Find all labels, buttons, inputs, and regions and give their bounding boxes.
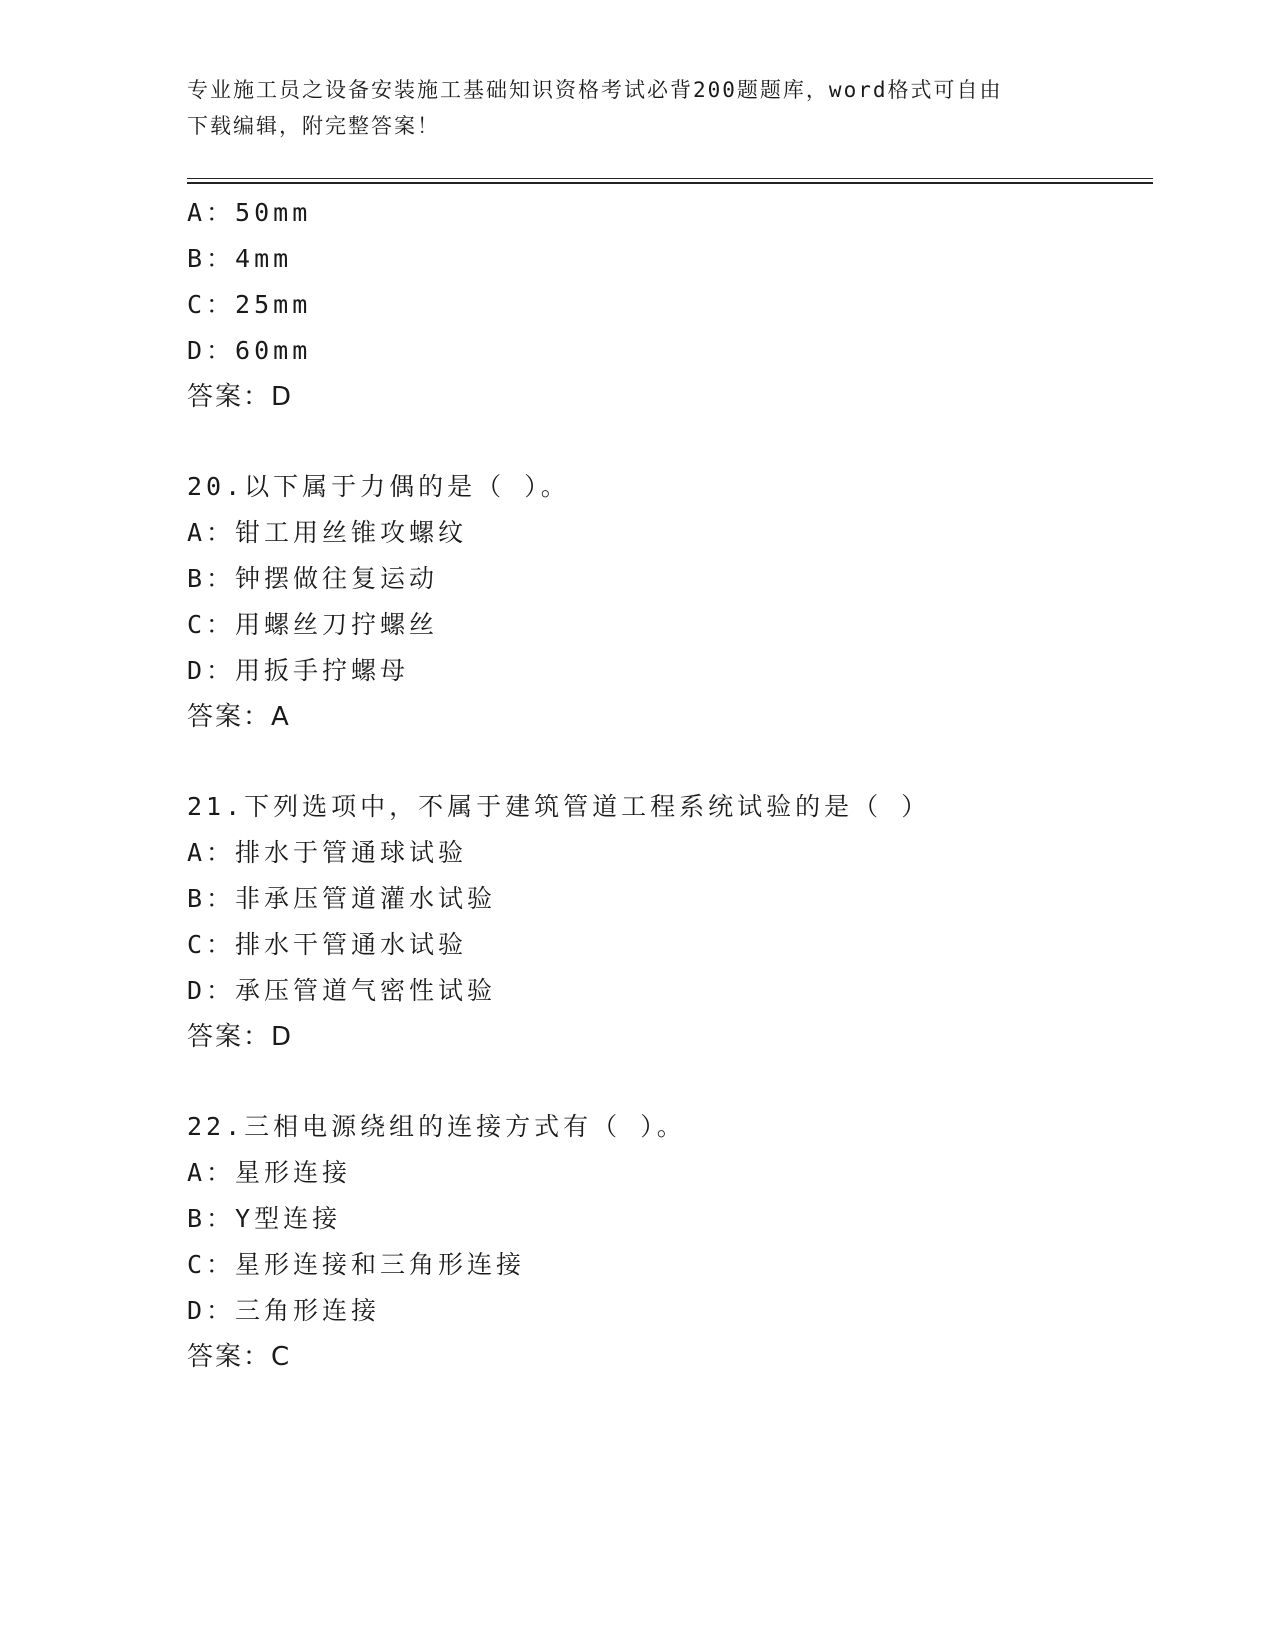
document-header [187,72,1067,144]
option-b: B：Y型连接 [187,1204,342,1233]
answer-line: 答案：D [187,1022,294,1052]
option-a: A：星形连接 [187,1158,352,1187]
spacer [187,740,1147,784]
question-20 [187,464,1147,740]
answer-line: 答案：D [187,382,294,412]
option-c: C：用螺丝刀拧螺丝 [187,610,439,639]
answer-line: 答案：C [187,1342,292,1372]
spacer [187,1060,1147,1104]
option-d: D：承压管道气密性试验 [187,976,497,1005]
question-stem: 22.三相电源绕组的连接方式有（ ）。 [187,1112,686,1141]
option-c: C：25mm [187,290,312,319]
question-stem: 21.下列选项中，不属于建筑管道工程系统试验的是（ ） [187,792,931,821]
option-c: C：排水干管通水试验 [187,930,468,959]
question-19 [187,190,1147,420]
header-rule-thick [187,182,1153,184]
option-c: C：星形连接和三角形连接 [187,1250,526,1279]
option-b: B：钟摆做往复运动 [187,564,439,593]
spacer [187,420,1147,464]
header-title-line-1: 专业施工员之设备安装施工基础知识资格考试必背200题题库，word格式可自由 [187,78,1003,102]
option-a: A：排水于管通球试验 [187,838,468,867]
option-a: A：钳工用丝锥攻螺纹 [187,518,468,547]
option-d: D：三角形连接 [187,1296,381,1325]
option-b: B：4mm [187,244,293,273]
answer-line: 答案：A [187,702,291,732]
option-d: D：60mm [187,336,312,365]
option-d: D：用扳手拧螺母 [187,656,410,685]
question-21 [187,784,1147,1060]
header-title-line-2: 下载编辑，附完整答案！ [187,114,440,138]
option-b: B：非承压管道灌水试验 [187,884,497,913]
question-22 [187,1104,1147,1380]
question-list [187,190,1147,1380]
question-stem: 20.以下属于力偶的是（ ）。 [187,472,570,501]
header-rule-thin [187,178,1153,179]
option-a: A：50mm [187,198,312,227]
